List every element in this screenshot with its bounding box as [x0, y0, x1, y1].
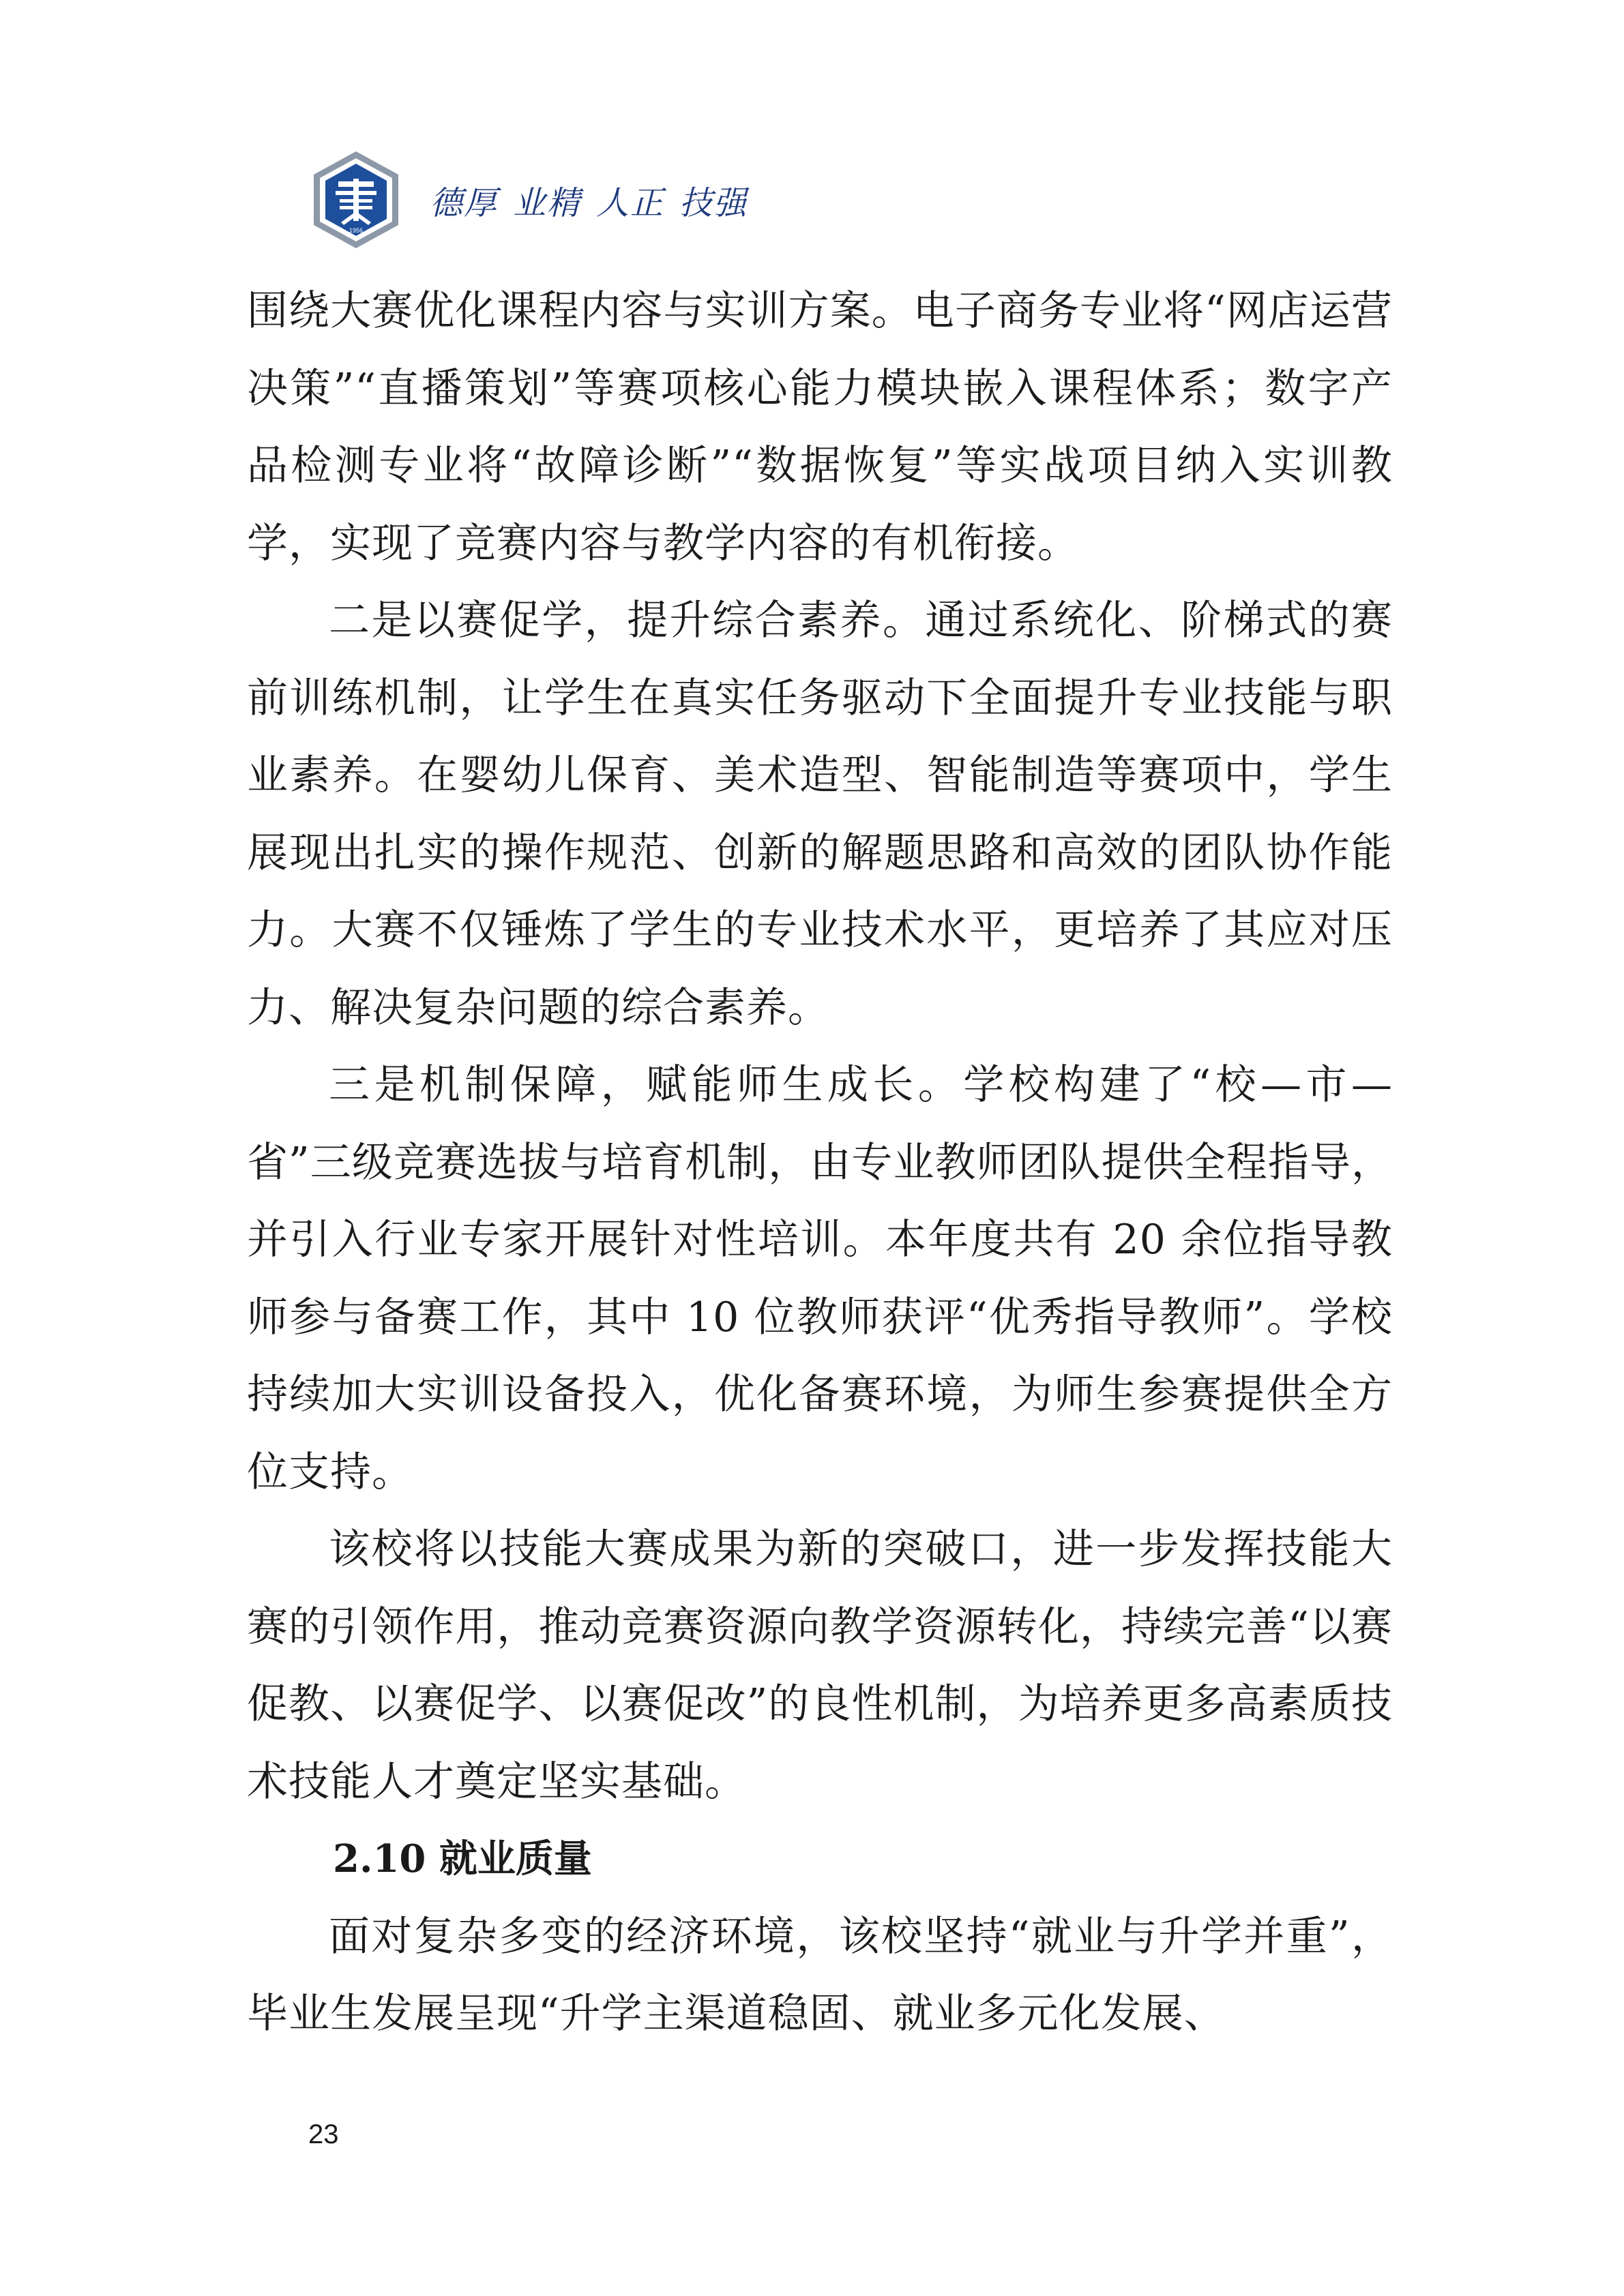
logo-year: 1956 [349, 227, 364, 234]
school-logo-icon [308, 149, 404, 251]
page-number: 23 [308, 2119, 339, 2149]
body-paragraph: 该校将以技能大赛成果为新的突破口，进一步发挥技能大赛的引领作用，推动竞赛资源向教学资源转化，持续完善“以赛促教、以赛促学、以赛促改”的良性机制，为培养更多高素质技术技能人才奠定坚实基础。 [247, 1525, 1393, 1806]
motto-word: 人正 [596, 183, 665, 222]
document-body [247, 273, 1393, 2053]
body-paragraph: 二是以赛促学，提升综合素养。通过系统化、阶梯式的赛前训练机制，让学生在真实任务驱动下全面提升专业技能与职业素养。在婴幼儿保育、美术造型、智能制造等赛项中，学生展现出扎实的操作规范、创新的解题思路和高效的团队协作能力。大赛不仅锤炼了学生的专业技术水平，更培养了其应对压力、解决复杂问题的综合素养。 [247, 597, 1393, 1032]
body-paragraph: 面对复杂多变的经济环境，该校坚持“就业与升学并重”，毕业生发展呈现“升学主渠道稳固、就业多元化发展、 [247, 1912, 1393, 2038]
motto-word: 德厚 [430, 183, 499, 222]
body-paragraph: 围绕大赛优化课程内容与实训方案。电子商务专业将“网店运营决策”“直播策划”等赛项核心能力模块嵌入课程体系；数字产品检测专业将“故障诊断”“数据恢复”等实战项目纳入实训教学，实现了竞赛内容与教学内容的有机衔接。 [247, 287, 1393, 567]
body-paragraph: 三是机制保障，赋能师生成长。学校构建了“校—市—省”三级竞赛选拔与培育机制，由专业教师团队提供全程指导，并引入行业专家开展针对性培训。本年度共有 20 余位指导教师参与备赛工作，其中 10 位教师获评“优秀指导教师”。学校持续加大实训设备投入，优化备赛环境，为师生参赛提供全方位支持。 [247, 1061, 1393, 1496]
motto-word: 业精 [513, 183, 582, 222]
section-heading: 2.10 就业质量 [333, 1836, 592, 1881]
motto-word: 技强 [679, 183, 748, 222]
page-header [308, 149, 758, 251]
school-motto [430, 176, 748, 224]
